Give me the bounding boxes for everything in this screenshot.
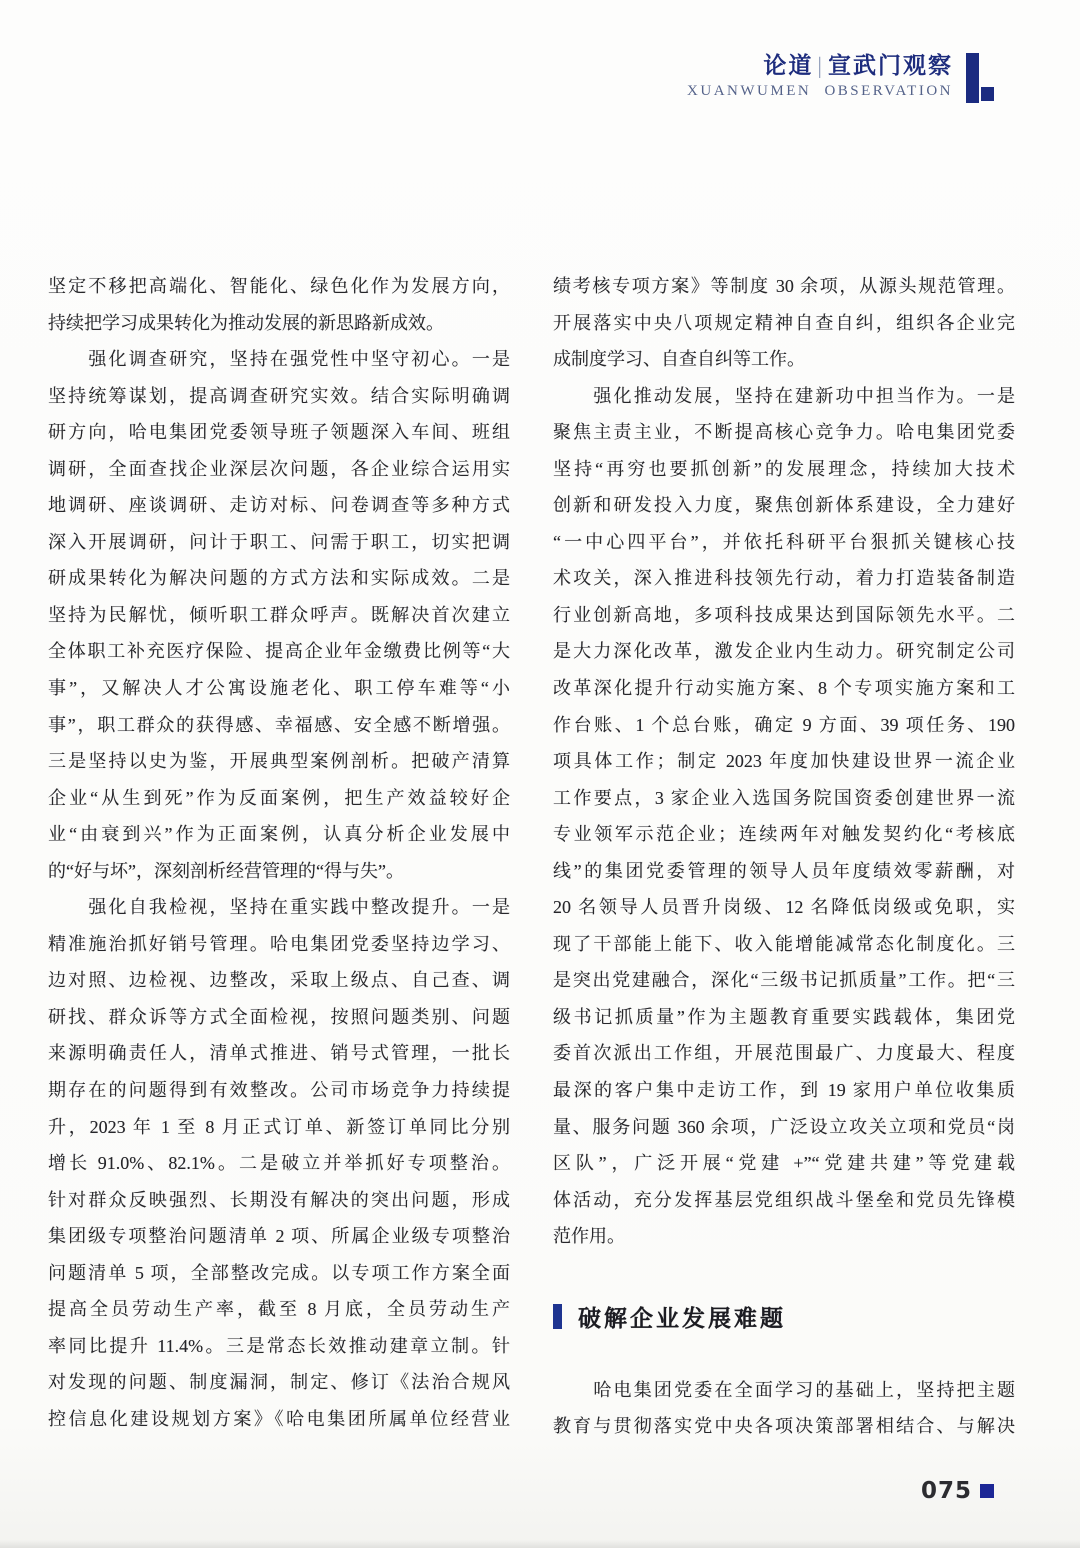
text-line: 率同比提升 11.4%。三是常态长效推动建章立制。针: [48, 1335, 510, 1356]
header-subtitle-en: XUANWUMEN OBSERVATION: [687, 83, 953, 99]
text-line: 工作要点，3 家企业入选国务院国资委创建世界一流: [553, 787, 1015, 808]
text-line: 全体职工补充医疗保险、提高企业年金缴费比例等“大: [48, 641, 510, 662]
text-line: 项具体工作；制定 2023 年度加快建设世界一流企业: [553, 751, 1015, 772]
text-line: 集团级专项整治问题清单 2 项、所属企业级专项整治: [48, 1226, 510, 1247]
text-line: 最深的客户集中走访工作，到 19 家用户单位收集质: [553, 1080, 1015, 1101]
text-line: 坚持为民解忧，倾听职工群众呼声。既解决首次建立: [48, 604, 510, 625]
text-line: 强化调查研究，坚持在强党性中坚守初心。一是: [48, 349, 510, 370]
section-heading: [553, 1302, 1015, 1332]
text-line: 是大力深化改革，激发企业内生动力。研究制定公司: [553, 641, 1015, 662]
left-column: [48, 268, 510, 1438]
header-title-text: 宣武门观察: [828, 53, 953, 78]
scan-edge-shadow: [0, 1540, 1080, 1548]
header-section-name: 论道: [763, 53, 814, 78]
text-line: 委首次派出工作组，开展范围最广、力度最大、程度: [553, 1043, 1015, 1064]
text-line: 体活动，充分发挥基层党组织战斗堡垒和党员先锋模: [553, 1189, 1015, 1210]
text-line: 级书记抓质量”作为主题教育重要实践载体，集团党: [553, 1006, 1015, 1027]
text-line: 的“好与坏”，深刻剖析经营管理的“得与失”。: [48, 860, 404, 881]
text-line: 边对照、边检视、边整改，采取上级点、自己查、调: [48, 970, 510, 991]
text-line: 提高全员劳动生产率，截至 8 月底，全员劳动生产: [48, 1299, 510, 1320]
text-line: 是突出党建融合，深化“三级书记抓质量”工作。把“三: [553, 970, 1015, 991]
text-line: 术攻关，深入推进科技领先行动，着力打造装备制造: [553, 568, 1015, 589]
header-title-cn: [687, 53, 953, 79]
text-line: 线”的集团党委管理的领导人员年度绩效零薪酬，对: [553, 860, 1015, 881]
text-line: 增长 91.0%、82.1%。二是破立并举抓好专项整治。: [48, 1153, 510, 1174]
text-line: 研找、群众诉等方式全面检视，按照问题类别、问题: [48, 1006, 510, 1027]
right-column: [553, 268, 1015, 1445]
text-line: 升，2023 年 1 至 8 月正式订单、新签订单同比分别: [48, 1116, 510, 1137]
text-line: 坚持“再穷也要抓创新”的发展理念，持续加大技术: [553, 458, 1015, 479]
text-line: 绩考核专项方案》等制度 30 余项，从源头规范管理。: [553, 276, 1015, 296]
page-footer: [921, 1478, 994, 1504]
text-line: 开展落实中央八项规定精神自查自纠，组织各企业完: [553, 312, 1015, 333]
text-line: 强化推动发展，坚持在建新功中担当作为。一是: [553, 385, 1015, 406]
text-line: 坚持统筹谋划，提高调查研究实效。结合实际明确调: [48, 385, 510, 406]
heading-bar-icon: [553, 1304, 562, 1329]
text-line: “一中心四平台”，并依托科研平台狠抓关键核心技: [553, 531, 1015, 552]
text-line: 研方向，哈电集团党委领导班子领题深入车间、班组: [48, 422, 510, 443]
text-line: 问题清单 5 项，全部整改完成。以专项工作方案全面: [48, 1262, 510, 1283]
text-line: 三是坚持以史为鉴，开展典型案例剖析。把破产清算: [48, 751, 510, 772]
text-line: 强化自我检视，坚持在重实践中整改提升。一是: [48, 897, 510, 918]
text-line: 研成果转化为解决问题的方式方法和实际成效。二是: [48, 568, 510, 589]
text-line: 改革深化提升行动实施方案、8 个专项实施方案和工: [553, 678, 1015, 699]
text-line: 企业“从生到死”作为反面案例，把生产效益较好企: [48, 787, 510, 808]
text-line: 地调研、座谈调研、走访对标、问卷调查等多种方式: [48, 495, 510, 516]
right-column-part1: [553, 268, 1015, 1255]
text-line: 来源明确责任人，清单式推进、销号式管理，一批长: [48, 1043, 510, 1064]
page-number: 075: [920, 1478, 972, 1504]
text-line: 教育与贯彻落实党中央各项决策部署相结合、与解决: [553, 1416, 1015, 1437]
section-heading-text: 破解企业发展难题: [578, 1306, 786, 1332]
text-line: 聚焦主责主业，不断提高核心竞争力。哈电集团党委: [553, 422, 1015, 443]
text-line: 20 名领导人员晋升岗级、12 名降低岗级或免职，实: [553, 897, 1015, 918]
text-line: 事”，职工群众的获得感、幸福感、安全感不断增强。: [48, 714, 510, 735]
text-line: 行业创新高地，多项科技成果达到国际领先水平。二: [553, 604, 1015, 625]
logo-square-icon: [981, 87, 994, 101]
header-logo-mark: [966, 53, 994, 103]
text-line: 作台账、1 个总台账，确定 9 方面、39 项任务、190: [553, 714, 1015, 735]
header-titles: [687, 53, 953, 101]
text-line: 调研，全面查找企业深层次问题，各企业综合运用实: [48, 458, 510, 479]
text-line: 成制度学习、自查自纠等工作。: [553, 349, 805, 370]
text-line: 对发现的问题、制度漏洞，制定、修订《法治合规风: [48, 1372, 510, 1393]
text-line: 现了干部能上能下、收入能增能减常态化制度化。三: [553, 933, 1015, 954]
text-line: 坚定不移把高端化、智能化、绿色化作为发展方向，: [48, 276, 510, 296]
text-line: 专业领军示范企业；连续两年对触发契约化“考核底: [553, 824, 1015, 845]
text-line: 事”，又解决人才公寓设施老化、职工停车难等“小: [48, 678, 510, 699]
text-line: 深入开展调研，问计于职工、问需于职工，切实把调: [48, 531, 510, 552]
page-header: [687, 53, 994, 103]
logo-bar-icon: [966, 53, 979, 103]
text-line: 持续把学习成果转化为推动发展的新思路新成效。: [48, 312, 444, 333]
text-line: 范作用。: [553, 1226, 625, 1247]
text-line: 针对群众反映强烈、长期没有解决的突出问题，形成: [48, 1189, 510, 1210]
text-line: 创新和研发投入力度，聚焦创新体系建设，全力建好: [553, 495, 1015, 516]
header-divider: |: [817, 53, 824, 78]
text-line: 量、服务问题 360 余项，广泛设立攻关立项和党员“岗: [553, 1116, 1015, 1137]
text-line: 期存在的问题得到有效整改。公司市场竞争力持续提: [48, 1080, 510, 1101]
text-line: 区队”，广泛开展“党建 +”“党建共建”等党建载: [553, 1153, 1015, 1174]
text-line: 哈电集团党委在全面学习的基础上，坚持把主题: [553, 1379, 1015, 1400]
text-line: 业“由衰到兴”作为正面案例，认真分析企业发展中: [48, 824, 510, 845]
text-line: 控信息化建设规划方案》《哈电集团所属单位经营业: [48, 1408, 510, 1429]
right-column-part2: [553, 1372, 1015, 1445]
footer-square-icon: [980, 1484, 994, 1498]
text-line: 精准施治抓好销号管理。哈电集团党委坚持边学习、: [48, 933, 510, 954]
